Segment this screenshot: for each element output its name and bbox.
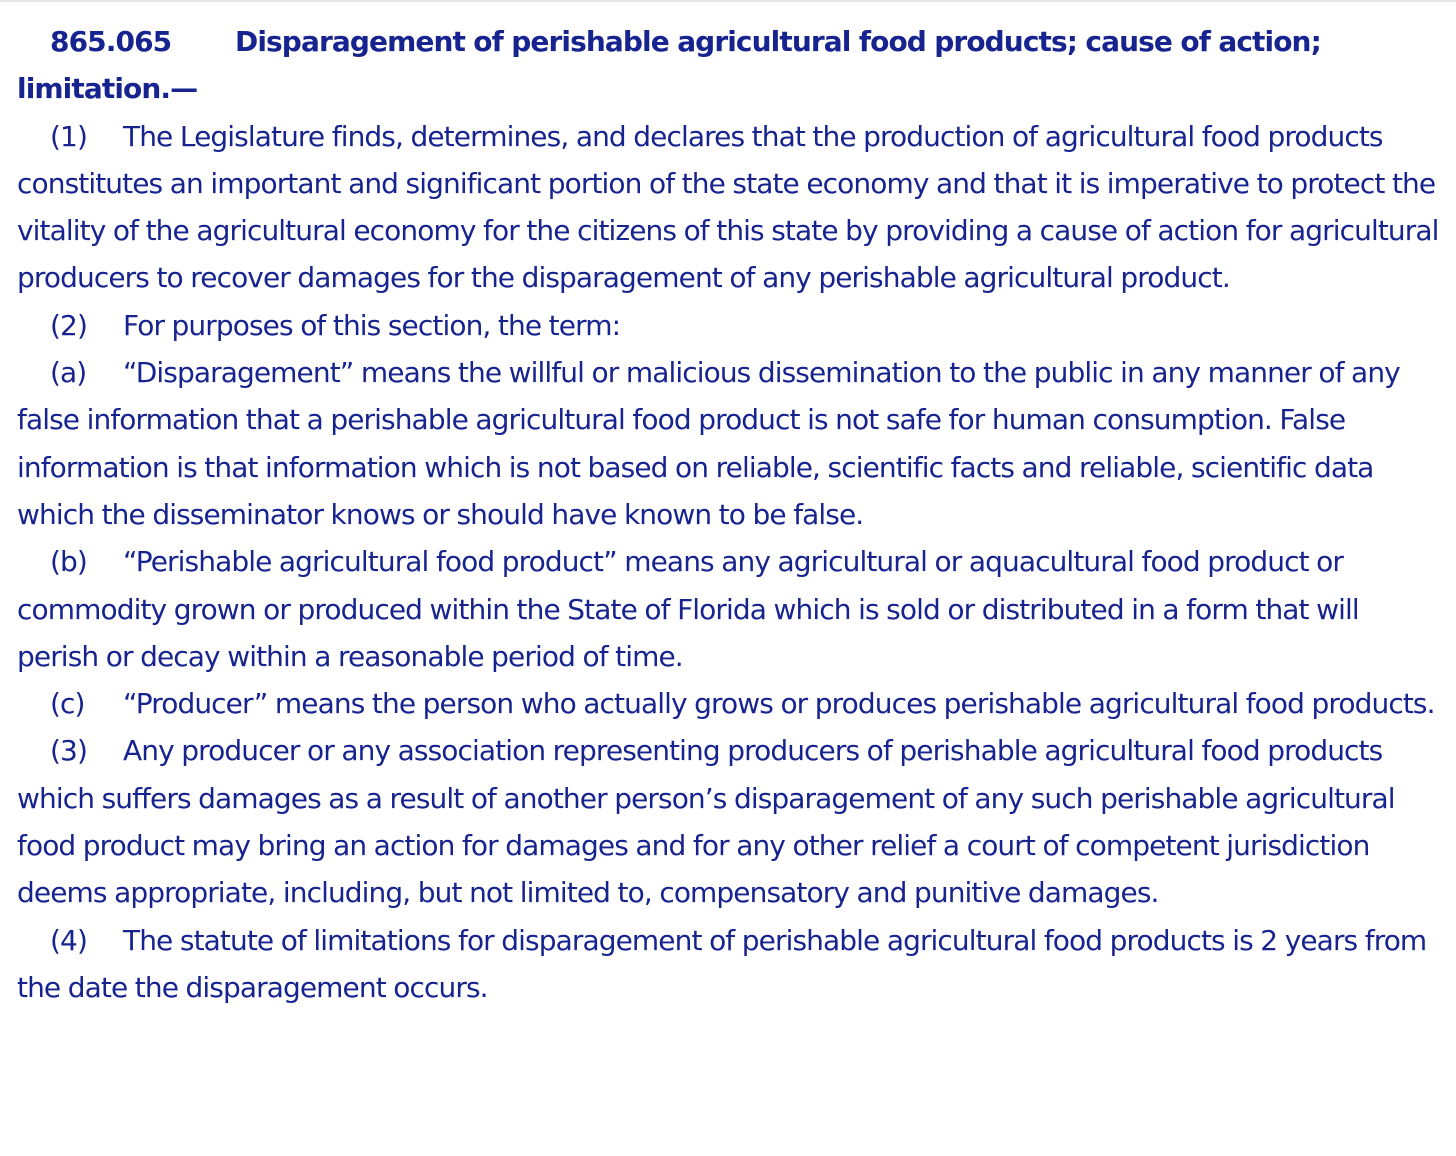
paragraph-marker: (3) — [50, 734, 87, 768]
paragraph-marker: (c) — [50, 687, 85, 721]
paragraph-text: “Perishable agricultural food product” means any agricultural or aquacultural food product or commodity grown or produced within the State of Florida which is sold or distributed in a form that will perish or decay within a reasonable period of time. — [17, 545, 1359, 673]
paragraph-2b — [17, 538, 1442, 680]
paragraph-marker: (b) — [50, 545, 87, 579]
section-number: 865.065 — [50, 25, 172, 58]
top-divider — [0, 0, 1456, 2]
paragraph-marker: (2) — [50, 308, 87, 342]
paragraph-2a — [17, 349, 1442, 538]
paragraph-marker: (a) — [50, 356, 87, 390]
section-title: Disparagement of perishable agricultural food products; cause of action; limitation.— — [17, 25, 1321, 106]
paragraph-2 — [17, 302, 1442, 349]
paragraph-text: The statute of limitations for disparagement of perishable agricultural food products is 2 years from the date the disparagement occurs. — [17, 923, 1427, 1004]
paragraph-marker: (1) — [50, 119, 87, 153]
paragraph-text: “Producer” means the person who actually grows or produces perishable agricultural food products. — [123, 687, 1435, 721]
section-heading — [17, 18, 1442, 113]
paragraph-1 — [17, 113, 1442, 302]
paragraph-3 — [17, 727, 1442, 916]
paragraph-text: “Disparagement” means the willful or malicious dissemination to the public in any manner of any false information that a perishable agricultural food product is not safe for human consumption. False information is that information which is not based on reliable, scientific facts and reliable, scientific data which the disseminator knows or should have known to be false. — [17, 356, 1400, 531]
paragraph-text: The Legislature finds, determines, and declares that the production of agricultural food products constitutes an important and significant portion of the state economy and that it is imperative to protect the vitality of the agricultural economy for the citizens of this state by providing a cause of action for agricultural producers to recover damages for the disparagement of any perishable agricultural product. — [17, 119, 1439, 295]
paragraph-text: Any producer or any association representing producers of perishable agricultural food products which suffers damages as a result of another person’s disparagement of any such perishable agricultural food product may bring an action for damages and for any other relief a court of competent jurisdiction deems appropriate, including, but not limited to, compensatory and punitive damages. — [17, 734, 1395, 910]
paragraph-text: For purposes of this section, the term: — [123, 308, 621, 342]
paragraph-marker: (4) — [50, 923, 87, 957]
paragraph-2c — [17, 680, 1442, 727]
statute-section — [17, 18, 1442, 1011]
paragraph-4 — [17, 917, 1442, 1012]
